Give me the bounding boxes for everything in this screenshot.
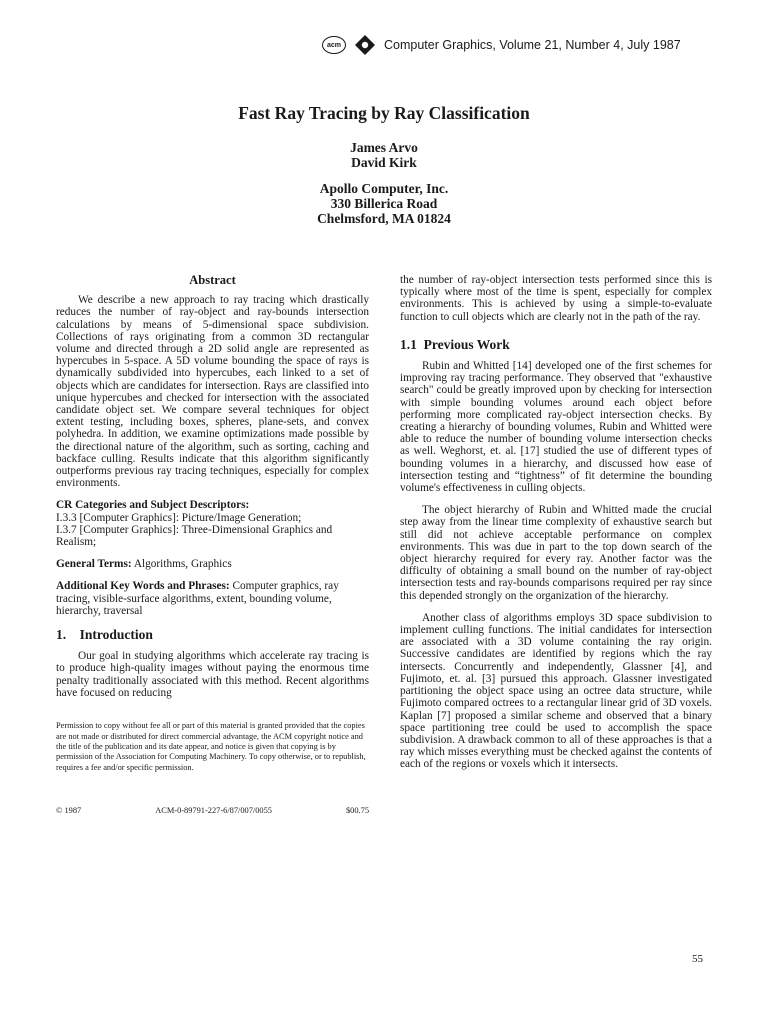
general-terms-label: General Terms:: [56, 558, 132, 571]
acm-logo: acm: [322, 36, 346, 54]
siggraph-logo-icon: [354, 34, 376, 56]
affiliation-line: Apollo Computer, Inc.: [319, 181, 449, 196]
affiliation-line: Chelmsford, MA 01824: [317, 211, 451, 226]
right-column: [400, 274, 712, 771]
keywords-label: Additional Key Words and Phrases:: [56, 580, 230, 593]
previous-work-paragraph: The object hierarchy of Rubin and Whitted made the crucial step away from the linear time complexity of exhaustive search but still did not achieve acceptable performance on complex environments. This was due in part to the top down search of the object hierarchy required for every ray. Another factor was the difficulty of obtaining a small bound on the number of ray-object intersection tests and ray-bounds comparisons required per ray since this depended strongly on the organization of the hierarchy.: [400, 504, 712, 602]
affiliation-line: 330 Billerica Road: [330, 196, 438, 211]
cr-heading: CR Categories and Subject Descriptors:: [56, 499, 250, 512]
acm-code: ACM-0-89791-227-6/87/007/0055: [155, 806, 272, 816]
copyright-year: © 1987: [56, 806, 82, 816]
journal-header: [322, 34, 754, 56]
author-name: David Kirk: [351, 155, 417, 170]
left-column: [56, 274, 369, 817]
keywords: [56, 580, 369, 617]
cr-text-2: Three-Dimensional Graphics and Realism;: [56, 523, 333, 549]
intro-continued: the number of ray-object intersection tests performed since this is typically where most of the time is spent, especially for complex environments. This is achieved by using a simple-to-evaluate function to cull objects which are clearly not in the path of the ray.: [400, 274, 712, 323]
previous-work-heading: 1.1 Previous Work: [400, 336, 510, 352]
cr-text-1: Picture/Image Generation;: [178, 511, 302, 524]
author-name: James Arvo: [350, 140, 418, 155]
cr-code-1: I.3.3 [Computer Graphics]:: [56, 511, 179, 524]
previous-work-paragraph: Another class of algorithms employs 3D space subdivision to implement culling functions. The initial candidates for intersection are associated with a 3D volume containing the ray origin. Successive candidates are identified by regions which the ray intersects. Concurrently and independently, Glassner [4], and Fujimoto, et. al. [3] pursued this approach. Glassner investigated partitioning the object space using an octree data structure, while Fujimoto compared octrees to a rectangular linear grid of 3D voxels. Kaplan [7] proposed a similar scheme and observed that a binary space partitioning tree could be used to accomplish the space subdivision. A drawback common to all of these approaches is that a ray which misses everything must be checked against the contents of each of the regions or voxels which it intersects.: [400, 611, 712, 771]
keywords-text: Computer graphics, ray tracing, visible-surface algorithms, extent, bounding volume, hierarchy, traversal: [56, 580, 339, 617]
intro-heading: 1. Introduction: [56, 627, 153, 643]
page-number: 55: [692, 953, 703, 965]
intro-text: Our goal in studying algorithms which accelerate ray tracing is to produce high-quality images without paying the enormous time penalty traditionally associated with this method. Recent algorithms have focused on reducing: [56, 650, 369, 699]
permission-notice: Permission to copy without fee all or part of this material is granted provided that the copies are not made or distributed for direct commercial advantage, the ACM copyright notice and the title of the publication and its date appear, and notice is given that copying is by permission of the Association for Computing Machinery. To copy otherwise, or to republish, requires a fee and/or specific permission.: [56, 721, 366, 772]
affiliation: [0, 181, 768, 226]
cr-categories: [56, 499, 369, 548]
copyright-footer: [56, 805, 369, 817]
previous-work-paragraph: Rubin and Whitted [14] developed one of the first schemes for improving ray tracing performance. They observed that "exhaustive search" could be greatly improved upon by checking for intersection with simple bounding volumes around each object before performing more complicated ray-object intersection checks. By creating a hierarchy of bounding volumes, Rubin and Whitted were able to reduce the number of bounding volume intersection checks as well. Weghorst, et. al. [17] studied the use of different types of bounding volumes in a hierarchy, and discussed how ease of intersection testing and “tightness” of fit determine the bounding volume's effectiveness in culling objects.: [400, 360, 712, 495]
general-terms: [56, 558, 369, 570]
author-list: [0, 140, 768, 170]
general-terms-text: Algorithms, Graphics: [131, 558, 232, 571]
abstract-text: We describe a new approach to ray tracing which drastically reduces the number of ray-object and ray-bounds intersection calculations by means of 5-dimensional space subdivision. Collections of rays originating from a common 3D rectangular volume and directed through a 2D solid angle are represented as hypercubes in 5-space. A 5D volume bounding the space of rays is dynamically subdivided into hypercubes, each linked to a set of objects which are candidates for intersection. Rays are classified into unique hypercubes and checked for intersection with the associated candidate object set. We compare several techniques for object extent testing, including boxes, spheres, plane-sets, and convex polyhedra. In addition, we examine optimizations made possible by the directional nature of the algorithm, such as sorting, caching and backface culling. Results indicate that this algorithm significantly outperforms previous ray tracing techniques, especially for complex environments.: [56, 294, 369, 490]
abstract-heading: Abstract: [189, 273, 236, 287]
price: $00.75: [345, 806, 369, 816]
journal-citation: Computer Graphics, Volume 21, Number 4, July 1987: [384, 38, 681, 52]
cr-code-2: I.3.7 [Computer Graphics]:: [56, 523, 179, 536]
paper-title: Fast Ray Tracing by Ray Classification: [238, 103, 530, 123]
